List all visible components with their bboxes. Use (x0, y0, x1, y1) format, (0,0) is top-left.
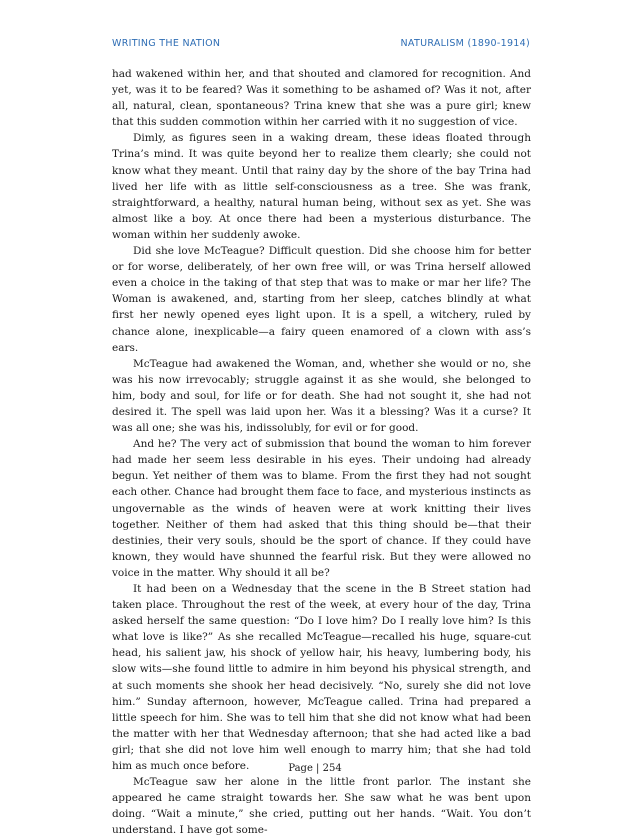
paragraph: McTeague had awakened the Woman, and, whether she would or no, she was his now irrevocably; struggle against it as she would, she belonged to him, body and soul, for life or for death. She had not sought it, she had not desired it. The spell was laid upon her. Was it a blessing? Was it a curse? It was all one; she was his, indissolubly, for evil or for good. (112, 357, 531, 435)
paragraph: McTeague saw her alone in the little front parlor. The instant she appeared he came straight towards her. She saw what he was bent upon doing. “Wait a minute,” she cried, putting out her hands. “Wait. You don’t understand. I have got some- (112, 776, 531, 837)
running-header (112, 38, 530, 49)
header-right: NATURALISM (1890-1914) (400, 38, 530, 49)
paragraph: And he? The very act of submission that bound the woman to him forever had made her seem less desirable in his eyes. Their undoing had already begun. Yet neither of them was to blame. From the first they had not sought each other. Chance had brought them face to face, and mysterious instincts as ungovernable as the winds of heaven were at work knitting their lives together. Neither of them had asked that this thing should be—that their destinies, their very souls, should be the sport of chance. If they could have known, they would have shunned the fearful risk. But they were allowed no voice in the matter. Why should it all be? (112, 438, 531, 579)
body-text (112, 66, 531, 839)
paragraph: had wakened within her, and that shouted and clamored for recognition. And yet, was it to be feared? Was it something to be ashamed of? Was it not, after all, natural, clean, spontaneous? Trina knew that she was a pure girl; knew that this sudden commotion within her carried with it no suggestion of vice. (112, 68, 531, 129)
header-left: WRITING THE NATION (112, 38, 221, 49)
paragraph: Dimly, as figures seen in a waking dream, these ideas floated through Trina’s mind. It was quite beyond her to realize them clearly; she could not know what they meant. Until that rainy day by the shore of the bay Trina had lived her life with as little self-consciousness as a tree. She was frank, straightforward, a healthy, natural human being, without sex as yet. She was almost like a boy. At once there had been a mysterious disturbance. The woman within her suddenly awoke. (112, 132, 531, 241)
paragraph: It had been on a Wednesday that the scene in the B Street station had taken place. Throughout the rest of the week, at every hour of the day, Trina asked herself the same question: “Do I love him? Do I really love him? Is this what love is like?” As she recalled McTeague—recalled his huge, square-cut head, his salient jaw, his shock of yellow hair, his heavy, lumbering body, his slow wits—she found little to admire in him beyond his physical strength, and at such moments she shook her head decisively. “No, surely she did not love him.” Sunday afternoon, however, McTeague called. Trina had prepared a little speech for him. She was to tell him that she did not know what had been the matter with her that Wednesday afternoon; that she had acted like a bad girl; that she did not love him well enough to marry him; that she had told him as much once before. (112, 583, 531, 773)
paragraph: Did she love McTeague? Difficult question. Did she choose him for better or for worse, deliberately, of her own free will, or was Trina herself allowed even a choice in the taking of that step that was to make or mar her life? The Woman is awakened, and, starting from her sleep, catches blindly at what first her newly opened eyes light upon. It is a spell, a witchery, ruled by chance alone, inexplicable—a fairy queen enamored of a clown with ass’s ears. (112, 245, 531, 354)
page-number: Page | 254 (288, 763, 342, 774)
